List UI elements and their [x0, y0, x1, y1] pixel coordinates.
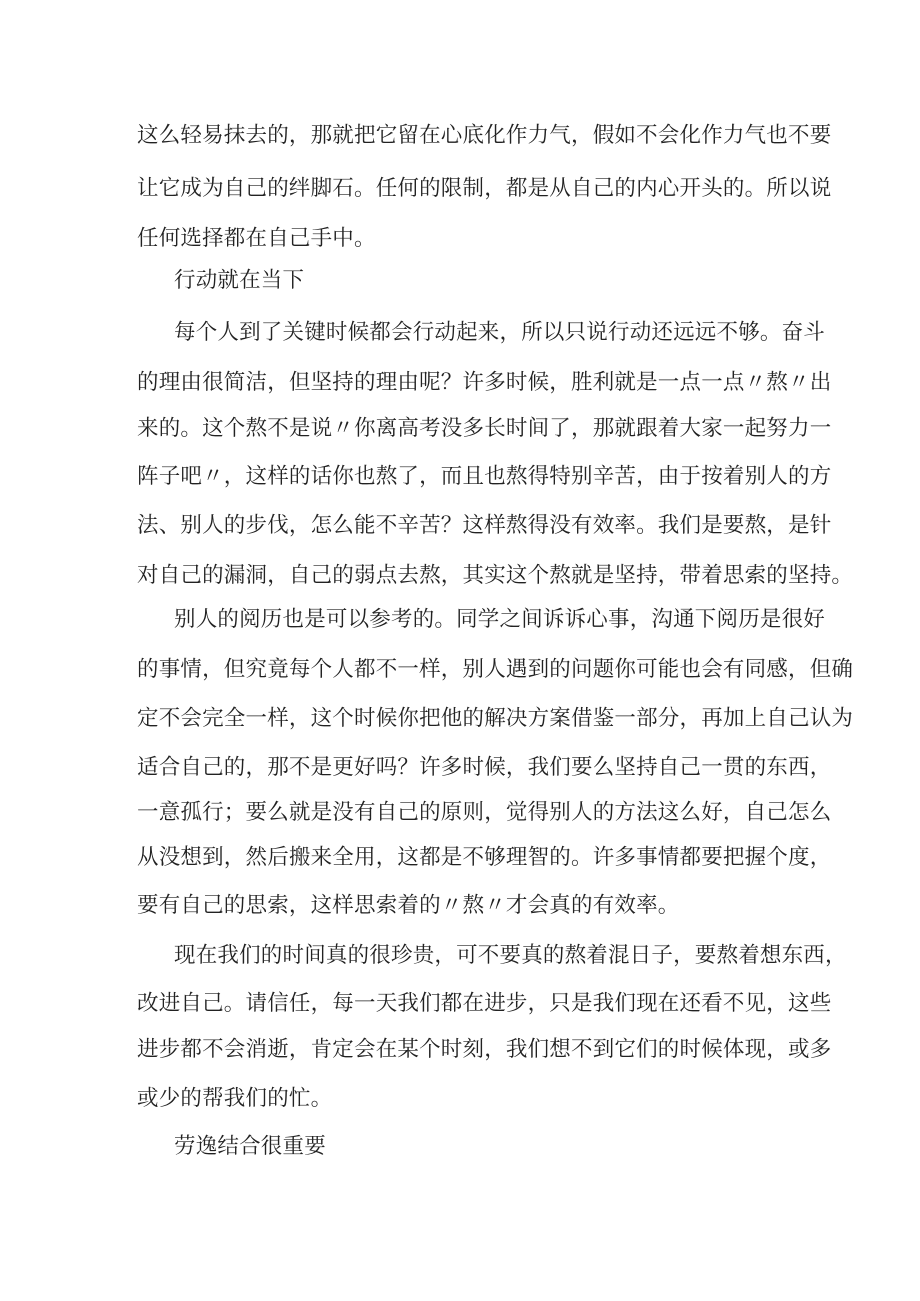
paragraph-line: 让它成为自己的绊脚石。任何的限制，都是从自己的内心开头的。所以说: [137, 176, 832, 201]
paragraph-line: 改进自己。请信任，每一天我们都在进步，只是我们现在还看不见，这些: [137, 991, 832, 1016]
paragraph-line: 从没想到，然后搬来全用，这都是不够理智的。许多事情都要把握个度，: [137, 845, 832, 870]
paragraph-line: 来的。这个熬不是说〃你离高考没多长时间了，那就跟着大家一起努力一: [137, 416, 832, 441]
paragraph-line: 别人的阅历也是可以参考的。同学之间诉诉心事，沟通下阅历是很好: [174, 607, 826, 632]
paragraph-line: 法、别人的步伐，怎么能不辛苦？这样熬得没有效率。我们是要熬，是针: [137, 513, 832, 538]
paragraph-line: 一意孤行；要么就是没有自己的原则，觉得别人的方法这么好，自己怎么: [137, 800, 832, 825]
paragraph-line: 对自己的漏洞，自己的弱点去熬，其实这个熬就是坚持，带着思索的坚持。: [137, 563, 854, 588]
section-heading: 行动就在当下: [174, 268, 305, 293]
section-heading: 劳逸结合很重要: [174, 1134, 326, 1159]
paragraph-line: 这么轻易抹去的，那就把它留在心底化作力气，假如不会化作力气也不要: [137, 123, 832, 148]
paragraph-line: 定不会完全一样，这个时候你把他的解决方案借鉴一部分，再加上自己认为: [137, 706, 854, 731]
paragraph-line: 每个人到了关键时候都会行动起来，所以只说行动还远远不够。奋斗: [174, 320, 826, 345]
paragraph-line: 的理由很简洁，但坚持的理由呢？许多时候，胜利就是一点一点〃熬〃出: [137, 370, 832, 395]
paragraph-line: 适合自己的，那不是更好吗？许多时候，我们要么坚持自己一贯的东西，: [137, 755, 832, 780]
paragraph-line: 阵子吧〃，这样的话你也熬了，而且也熬得特别辛苦，由于按着别人的方: [137, 464, 832, 489]
paragraph-line: 进步都不会消逝，肯定会在某个时刻，我们想不到它们的时候体现，或多: [137, 1037, 832, 1062]
paragraph-line: 的事情，但究竟每个人都不一样，别人遇到的问题你可能也会有同感，但确: [137, 657, 854, 682]
paragraph-line: 任何选择都在自己手中。: [137, 226, 376, 251]
paragraph-line: 要有自己的思索，这样思索着的〃熬〃才会真的有效率。: [137, 893, 680, 918]
paragraph-line: 现在我们的时间真的很珍贵，可不要真的熬着混日子，要熬着想东西，: [174, 943, 847, 968]
paragraph-line: 或少的帮我们的忙。: [137, 1086, 333, 1111]
